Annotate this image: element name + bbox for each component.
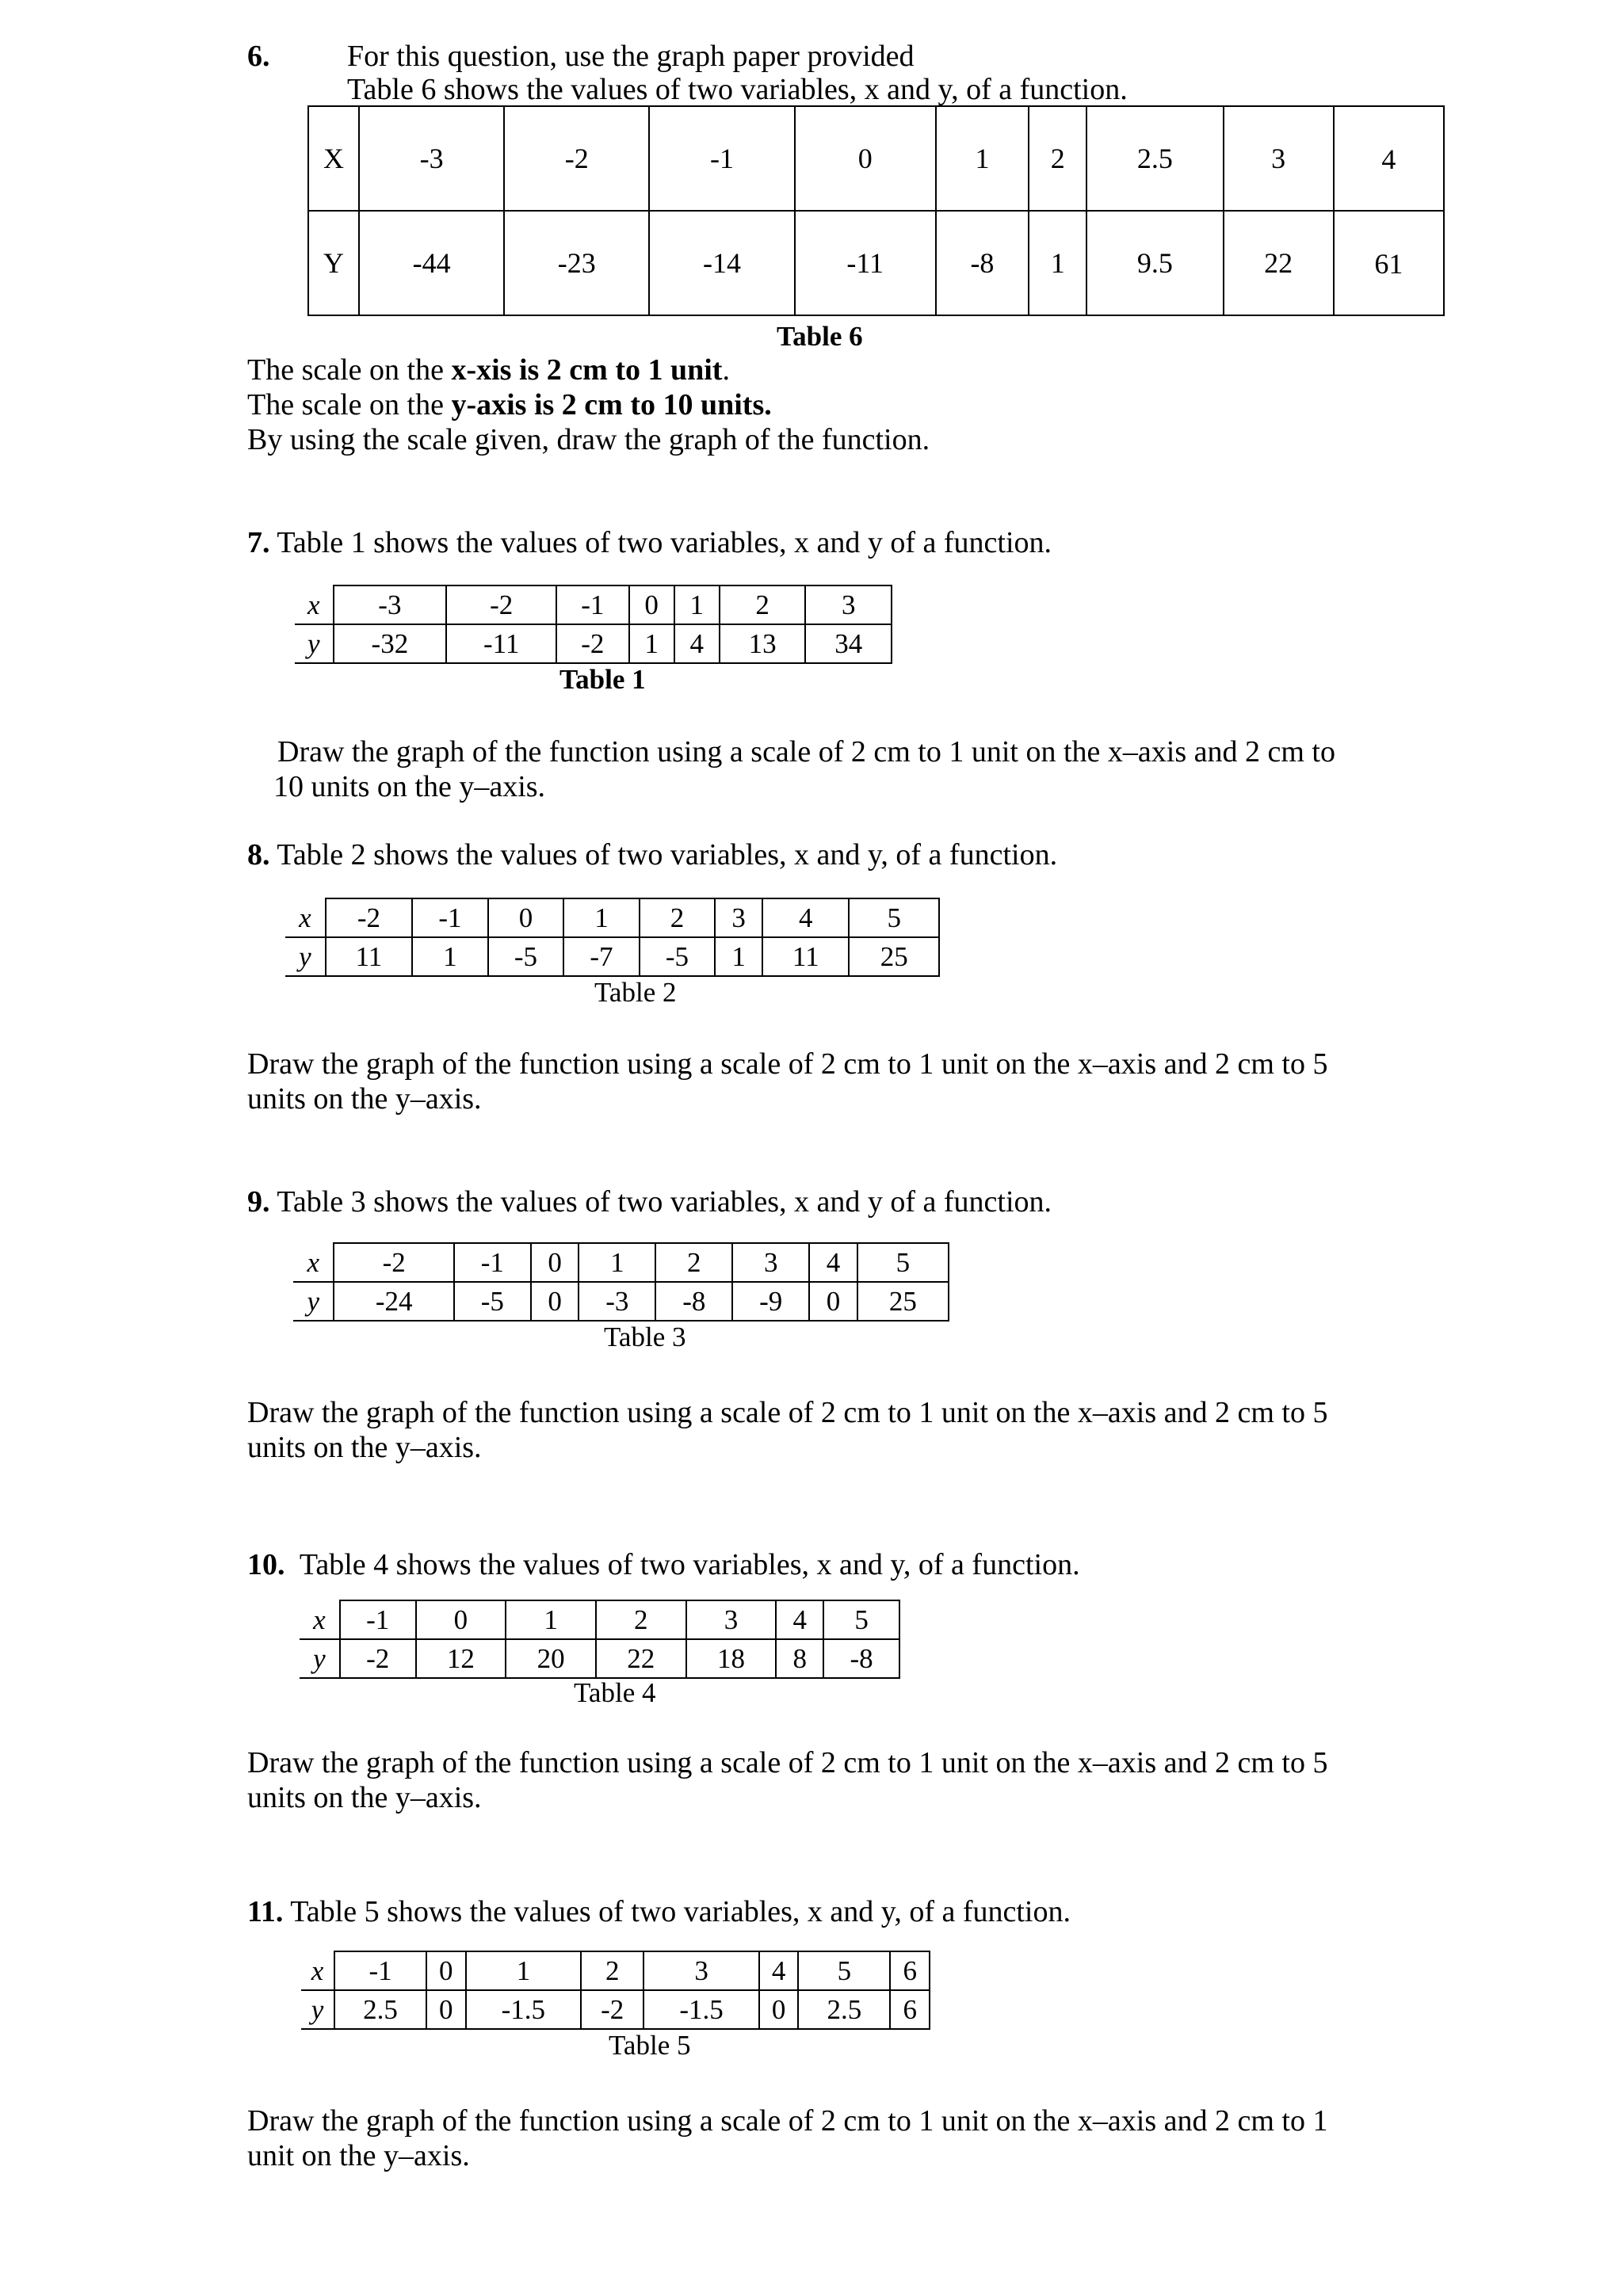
table-header-x: x [300,1600,340,1639]
table-cell: 25 [849,937,939,976]
table-cell: 9.5 [1086,211,1223,315]
table-cell: -24 [334,1282,453,1321]
table-cell: -23 [504,211,649,315]
table-cell: -2 [334,1243,453,1282]
table-4-caption: Table 4 [574,1677,656,1708]
table-row-x [301,1951,930,1990]
q9-heading: 9. Table 3 shows the values of two variables, x and y of a function. [247,1185,1052,1219]
table-cell: 0 [426,1951,465,1990]
table-cell: 11 [326,937,412,976]
table-cell: -9 [732,1282,809,1321]
table-row-y [301,1990,930,2029]
table-cell: 3 [686,1600,777,1639]
table-cell: 0 [488,898,564,937]
table-cell: 2 [596,1600,686,1639]
table-cell: -1 [412,898,488,937]
table-cell: -2 [581,1990,643,2029]
table-cell: 4 [1334,106,1444,211]
q8-heading: 8. Table 2 shows the values of two variables, x and y, of a function. [247,838,1058,871]
table-cell: 0 [795,106,936,211]
q8-instruction-line2: units on the y–axis. [247,1082,482,1116]
table-cell: 12 [416,1639,506,1678]
table-6 [307,105,1445,316]
q11-heading: 11. Table 5 shows the values of two variables, x and y, of a function. [247,1895,1071,1928]
table-cell: 3 [1224,106,1334,211]
table-cell: 6 [890,1951,930,1990]
table-cell: 3 [805,585,892,624]
table-cell: 2 [640,898,716,937]
table-cell: 22 [1224,211,1334,315]
table-5 [301,1951,930,2030]
table-cell: 5 [849,898,939,937]
table-cell: -44 [359,211,504,315]
table-cell: -2 [556,624,628,663]
table-cell: 5 [823,1600,899,1639]
q11-instruction-line2: unit on the y–axis. [247,2139,470,2172]
table-cell: 20 [506,1639,596,1678]
table-cell: 8 [776,1639,823,1678]
table-cell: 11 [762,937,849,976]
table-cell: -1 [649,106,794,211]
q6-scale-x: The scale on the x-xis is 2 cm to 1 unit. [247,353,730,387]
table-cell: -3 [334,585,447,624]
table-cell: 5 [798,1951,890,1990]
table-row-x [308,106,1444,211]
table-cell: 1 [674,585,720,624]
table-cell: 2 [655,1243,732,1282]
table-cell: 1 [936,106,1029,211]
table-6-caption: Table 6 [777,321,863,352]
table-cell: 0 [759,1990,798,2029]
table-cell: 3 [715,898,762,937]
table-cell: 1 [466,1951,582,1990]
table-cell: -3 [579,1282,655,1321]
q6-number: 6. [247,40,270,73]
table-cell: -1 [334,1951,426,1990]
table-row-x [293,1243,949,1282]
table-cell: 4 [809,1243,857,1282]
table-cell: 5 [857,1243,949,1282]
q8-instruction-line1: Draw the graph of the function using a scale of 2 cm to 1 unit on the x–axis and 2 cm to 5 [247,1047,1328,1081]
table-cell: 6 [890,1990,930,2029]
table-header-x: X [308,106,359,211]
table-2-caption: Table 2 [594,977,677,1008]
table-header-y: Y [308,211,359,315]
table-cell: -2 [326,898,412,937]
table-cell: 22 [596,1639,686,1678]
table-cell: -2 [446,585,556,624]
table-cell: -1.5 [466,1990,582,2029]
table-cell: 0 [531,1282,579,1321]
table-cell: 1 [1029,211,1086,315]
table-cell: 18 [686,1639,777,1678]
table-header-y: y [295,624,334,663]
q11-instruction-line1: Draw the graph of the function using a scale of 2 cm to 1 unit on the x–axis and 2 cm to 1 [247,2104,1328,2138]
table-cell: 3 [643,1951,759,1990]
table-header-x: x [285,898,326,937]
table-cell: 4 [674,624,720,663]
table-cell: -2 [340,1639,416,1678]
table-cell: 0 [629,585,674,624]
q6-scale-y: The scale on the y-axis is 2 cm to 10 units. [247,388,772,421]
table-5-caption: Table 5 [609,2030,691,2061]
q10-heading: 10. Table 4 shows the values of two variables, x and y, of a function. [247,1548,1080,1581]
table-3-caption: Table 3 [604,1322,686,1352]
table-row-y [300,1639,899,1678]
table-cell: -8 [655,1282,732,1321]
table-row-x [285,898,939,937]
q10-instruction-line1: Draw the graph of the function using a scale of 2 cm to 1 unit on the x–axis and 2 cm to 5 [247,1746,1328,1779]
table-cell: 1 [629,624,674,663]
table-header-y: y [285,937,326,976]
table-cell: 0 [809,1282,857,1321]
table-cell: 2.5 [334,1990,426,2029]
table-cell: -8 [823,1639,899,1678]
table-cell: 0 [426,1990,465,2029]
table-header-y: y [300,1639,340,1678]
table-cell: -1 [556,585,628,624]
table-cell: 25 [857,1282,949,1321]
table-cell: 3 [732,1243,809,1282]
q6-line2: Table 6 shows the values of two variables, x and y, of a function. [347,73,1128,106]
table-cell: 2 [581,1951,643,1990]
table-cell: 4 [776,1600,823,1639]
table-cell: 61 [1334,211,1444,315]
table-cell: 1 [715,937,762,976]
q7-heading: 7. Table 1 shows the values of two variables, x and y of a function. [247,526,1052,559]
q7-instruction-line1: Draw the graph of the function using a scale of 2 cm to 1 unit on the x–axis and 2 cm to [277,735,1335,769]
table-header-x: x [293,1243,334,1282]
table-cell: -5 [488,937,564,976]
table-cell: -1 [454,1243,531,1282]
table-3 [293,1242,949,1322]
table-cell: 1 [412,937,488,976]
table-cell: -8 [936,211,1029,315]
table-1-caption: Table 1 [559,664,646,695]
table-cell: -1.5 [643,1990,759,2029]
table-cell: 1 [506,1600,596,1639]
table-cell: 1 [563,898,640,937]
table-cell: -11 [795,211,936,315]
table-cell: -2 [504,106,649,211]
table-cell: 34 [805,624,892,663]
table-cell: -3 [359,106,504,211]
q10-instruction-line2: units on the y–axis. [247,1781,482,1814]
table-row-y [285,937,939,976]
table-4 [300,1600,900,1679]
table-header-y: y [293,1282,334,1321]
table-cell: 0 [416,1600,506,1639]
table-cell: -1 [340,1600,416,1639]
table-header-x: x [295,585,334,624]
table-cell: 1 [579,1243,655,1282]
table-cell: -7 [563,937,640,976]
q6-line1: For this question, use the graph paper provided [347,40,915,73]
table-row-y [293,1282,949,1321]
table-cell: 13 [720,624,806,663]
table-row-y [295,624,892,663]
table-cell: 2.5 [1086,106,1223,211]
table-cell: 0 [531,1243,579,1282]
table-cell: 4 [762,898,849,937]
table-cell: -32 [334,624,447,663]
table-1 [295,585,892,664]
q7-instruction-line2: 10 units on the y–axis. [273,770,546,803]
table-row-x [295,585,892,624]
table-cell: 2 [1029,106,1086,211]
q9-instruction-line2: units on the y–axis. [247,1431,482,1464]
table-cell: 4 [759,1951,798,1990]
q6-instruction: By using the scale given, draw the graph of the function. [247,423,930,456]
table-cell: -14 [649,211,794,315]
table-row-y [308,211,1444,315]
table-cell: 2 [720,585,806,624]
table-cell: -5 [454,1282,531,1321]
table-2 [285,898,940,977]
table-cell: -5 [640,937,716,976]
table-header-x: x [301,1951,334,1990]
table-row-x [300,1600,899,1639]
table-header-y: y [301,1990,334,2029]
q9-instruction-line1: Draw the graph of the function using a scale of 2 cm to 1 unit on the x–axis and 2 cm to 5 [247,1396,1328,1429]
table-cell: -11 [446,624,556,663]
table-cell: 2.5 [798,1990,890,2029]
